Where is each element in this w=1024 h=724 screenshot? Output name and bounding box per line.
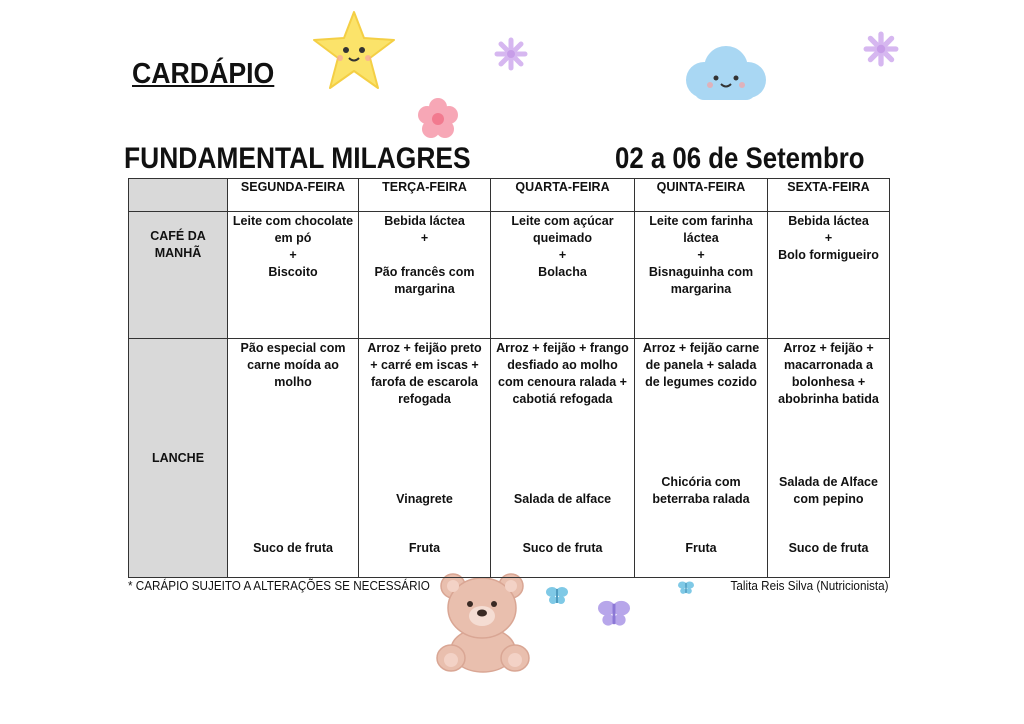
menu-table — [128, 178, 890, 578]
flower-icon — [863, 31, 899, 67]
footer-disclaimer: * CARÁPIO SUJEITO A ALTERAÇÕES SE NECESSÁRIO — [128, 578, 430, 593]
star-icon — [310, 8, 398, 94]
table-header-row — [129, 179, 890, 212]
menu-cell: Leite com farinha láctea + Bisnaguinha com margarina — [635, 212, 768, 339]
day-header: SEXTA-FEIRA — [768, 179, 890, 212]
flower-icon — [494, 37, 528, 71]
footer-author: Talita Reis Silva (Nutricionista) — [730, 578, 889, 593]
menu-cell: Leite com chocolate em pó + Biscoito — [228, 212, 359, 339]
menu-cell: Arroz + feijão preto + carré em iscas + farofa de escarola refogada Vinagrete Fruta — [359, 339, 491, 578]
day-header: TERÇA-FEIRA — [359, 179, 491, 212]
butterfly-icon — [545, 585, 569, 607]
butterfly-icon — [596, 598, 632, 630]
menu-cell: Bebida láctea + Bolo formigueiro — [768, 212, 890, 339]
menu-cell: Leite com açúcar queimado + Bolacha — [491, 212, 635, 339]
cloud-icon — [676, 40, 772, 108]
menu-cell: Bebida láctea + Pão francês com margarina — [359, 212, 491, 339]
day-header: SEGUNDA-FEIRA — [228, 179, 359, 212]
day-header: QUINTA-FEIRA — [635, 179, 768, 212]
teddy-bear-icon — [433, 570, 533, 674]
school-name: FUNDAMENTAL MILAGRES — [124, 142, 471, 175]
butterfly-icon — [677, 580, 695, 596]
row-label-cafe: CAFÉ DA MANHÃ — [129, 212, 228, 339]
flower-icon — [415, 96, 461, 142]
page-title: CARDÁPIO — [132, 58, 275, 90]
table-corner-cell — [129, 179, 228, 212]
menu-cell: Arroz + feijão + frango desfiado ao molho com cenoura ralada + cabotiá refogada Salada de alface Suco de fruta — [491, 339, 635, 578]
table-row-lanche — [129, 339, 890, 578]
day-header: QUARTA-FEIRA — [491, 179, 635, 212]
table-row-cafe — [129, 212, 890, 339]
week-range: 02 a 06 de Setembro — [615, 142, 865, 175]
row-label-lanche: LANCHE — [129, 339, 228, 578]
menu-cell: Arroz + feijão carne de panela + salada de legumes cozido Chicória com beterraba ralada Fruta — [635, 339, 768, 578]
menu-cell: Arroz + feijão + macarronada a bolonhesa + abobrinha batida Salada de Alface com pepino Suco de fruta — [768, 339, 890, 578]
menu-cell: Pão especial com carne moída ao molho Suco de fruta — [228, 339, 359, 578]
